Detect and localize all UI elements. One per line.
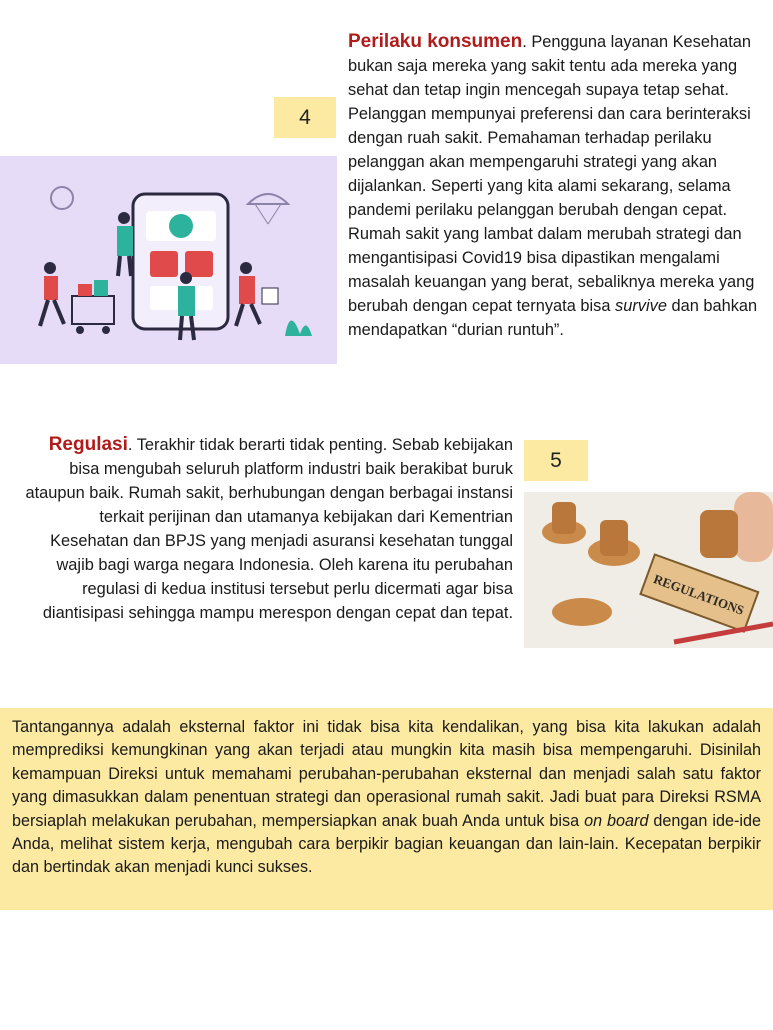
section4-body-part2: dan bahkan mendapatkan “durian runtuh”. [348, 297, 758, 339]
section5-paragraph [18, 433, 513, 625]
shopping-illustration [0, 156, 337, 364]
section4-paragraph [348, 30, 764, 342]
section-number-badge [274, 97, 336, 138]
regulations-stamp-svg [524, 492, 773, 648]
section5-heading: Regulasi [48, 434, 128, 455]
conclusion-part1: Tantangannya adalah eksternal faktor ini tidak bisa kita kendalikan, yang bisa kita lakukan adalah memprediksi kemungkinan yang akan terjadi atau mungkin kita masih bisa mempengaruhi. Disinilah kemampuan Direksi untuk memahami perubahan-perubahan eksternal dan menjadi salah satu faktor yang dimasukkan dalam penentuan strategi dan operasional rumah sakit. Jadi buat para Direksi RSMA bersiaplah melakukan perubahan, mempersiapkan anak buah Anda untuk bisa [12, 718, 761, 830]
section-number-badge [524, 440, 588, 481]
section5-body: . Terakhir tidak berarti tidak penting. Sebab kebijakan bisa mengubah seluruh platform industri baik berakibat buruk ataupun baik. Rumah sakit, berhubungan dengan berbagai instansi terkait perijinan dan utamanya kebijakan dari Kementrian Kesehatan dan BPJS yang menjadi asuransi kesehatan tunggal wajib bagi warga negara Indonesia. Oleh karena itu perubahan regulasi di kedua institusi tersebut perlu dicermati agar bisa diantisipasi sehingga mampu merespon dengan cepat dan tepat. [25, 436, 513, 622]
conclusion-part2: dengan ide-ide Anda, melihat sistem kerja, mengubah cara berpikir bagian keuangan dan lain-lain. Kecepatan berpikir dan bertindak akan menjadi kunci sukses. [12, 811, 761, 877]
section-number: 4 [299, 105, 311, 129]
stamp-label: REGULATIONS [651, 571, 747, 618]
regulations-stamp-photo [524, 492, 773, 648]
section4-body-part1: . Pengguna layanan Kesehatan bukan saja mereka yang sakit tentu ada mereka yang sehat dan tetap ingin mencegah supaya tetap sehat. Pelanggan mempunyai preferensi dan cara berinteraksi dengan ruah sakit. Pemahaman terhadap perilaku pelanggan akan mempengaruhi strategi yang akan dijalankan. Seperti yang kita alami sekarang, selama pandemi perilaku pelanggan berubah dengan cepat. Rumah sakit yang lambat dalam merubah strategi dan mengantisipasi Covid19 bisa dipastikan mengalami masalah keuangan yang berat, sebaliknya mereka yang berubah dengan cepat ternyata bisa [348, 33, 755, 315]
section4-body-italic: survive [615, 297, 667, 315]
shopping-illustration-svg [0, 156, 337, 364]
conclusion-box [0, 708, 773, 910]
conclusion-italic: on board [584, 811, 649, 830]
section4-heading: Perilaku konsumen [348, 31, 523, 52]
section-number: 5 [550, 448, 562, 472]
